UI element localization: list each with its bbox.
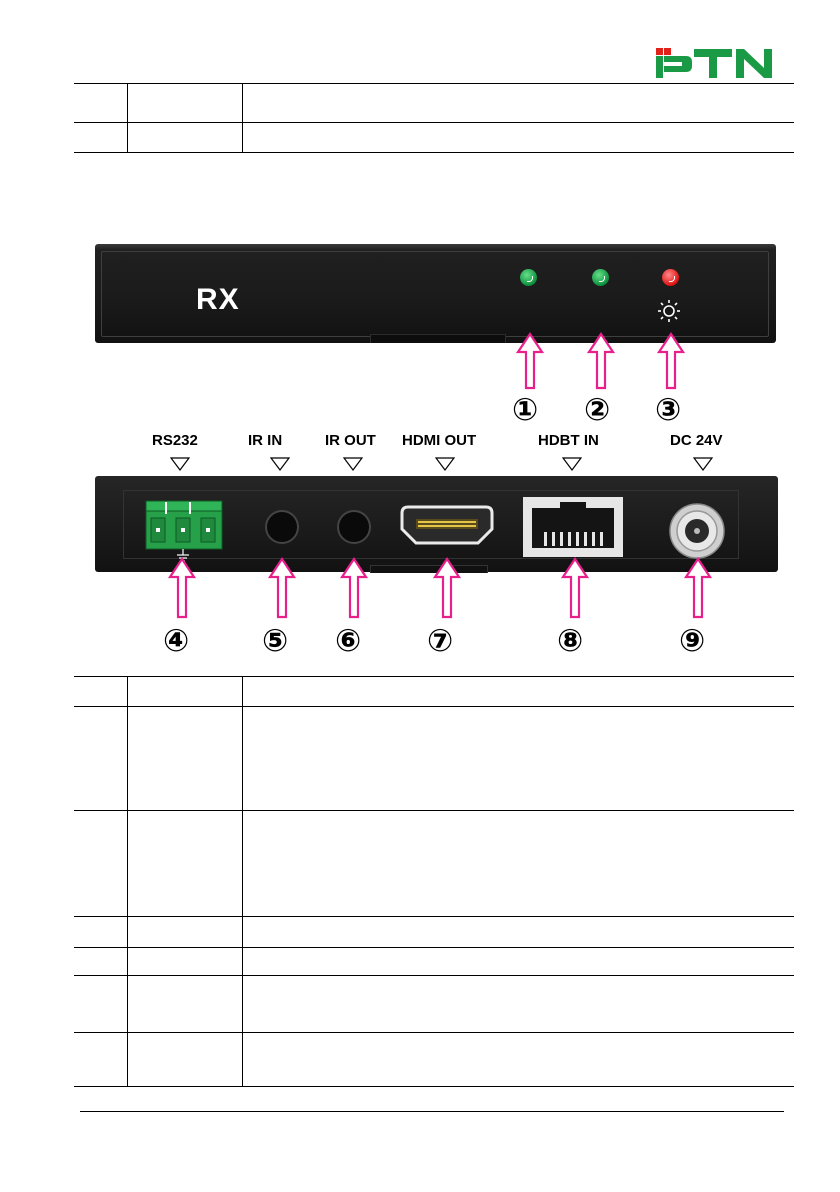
table-rule [74,1086,794,1087]
arrow-up-icon [587,332,615,390]
table-rule [74,152,794,153]
table-rule [74,916,794,917]
triangle-down-icon [693,457,713,471]
port-label-ir-in: IR IN [248,432,283,449]
arrow-up-icon [168,557,196,619]
callout-3: ③ [655,392,682,428]
callout-6: ⑥ [335,623,362,659]
port-label-rs232: RS232 [152,432,198,449]
logo-text: PTN [656,46,658,47]
triangle-down-icon [170,457,190,471]
led-1-icon [520,269,537,286]
port-label-ir-out: IR OUT [325,432,376,449]
arrow-up-icon [268,557,296,619]
front-panel-tab [370,334,506,343]
table-divider [127,676,128,1086]
rear-panel-tab [370,565,488,573]
table-rule [74,810,794,811]
table-rule [74,1032,794,1033]
port-label-hdbt-in: HDBT IN [538,432,599,449]
arrow-up-icon [684,557,712,619]
table-rule [74,676,794,677]
triangle-down-icon [562,457,582,471]
ir-out-jack-icon [336,509,372,545]
callout-4: ④ [163,623,190,659]
triangle-down-icon [435,457,455,471]
footer-rule [80,1111,784,1112]
arrow-up-icon [433,557,461,619]
callout-1: ① [512,392,539,428]
port-label-dc-24v: DC 24V [670,432,723,449]
callout-5: ⑤ [262,623,289,659]
port-label-hdmi-out: HDMI OUT [402,432,477,449]
table-rule [74,122,794,123]
rs232-terminal-icon [145,500,223,550]
arrow-up-icon [561,557,589,619]
arrow-up-icon [340,557,368,619]
table-rule [74,706,794,707]
triangle-down-icon [343,457,363,471]
table-rule [74,947,794,948]
hdmi-port-icon [400,505,494,545]
table-divider [242,84,243,152]
rj45-port-icon [522,496,624,558]
callout-9: ⑨ [679,623,706,659]
triangle-down-icon [270,457,290,471]
arrow-up-icon [657,332,685,390]
dc-power-jack-icon [668,502,726,560]
callout-7: ⑦ [427,623,454,659]
table-divider [242,676,243,1086]
callout-2: ② [584,392,611,428]
header-rule [74,83,794,84]
led-2-icon [592,269,609,286]
callout-8: ⑧ [557,623,584,659]
led-3-icon [662,269,679,286]
table-divider [127,84,128,152]
table-rule [74,975,794,976]
ptn-logo [656,46,776,80]
rx-model-label: RX [196,283,240,316]
ir-in-jack-icon [264,509,300,545]
sun-icon [657,299,681,323]
arrow-up-icon [516,332,544,390]
